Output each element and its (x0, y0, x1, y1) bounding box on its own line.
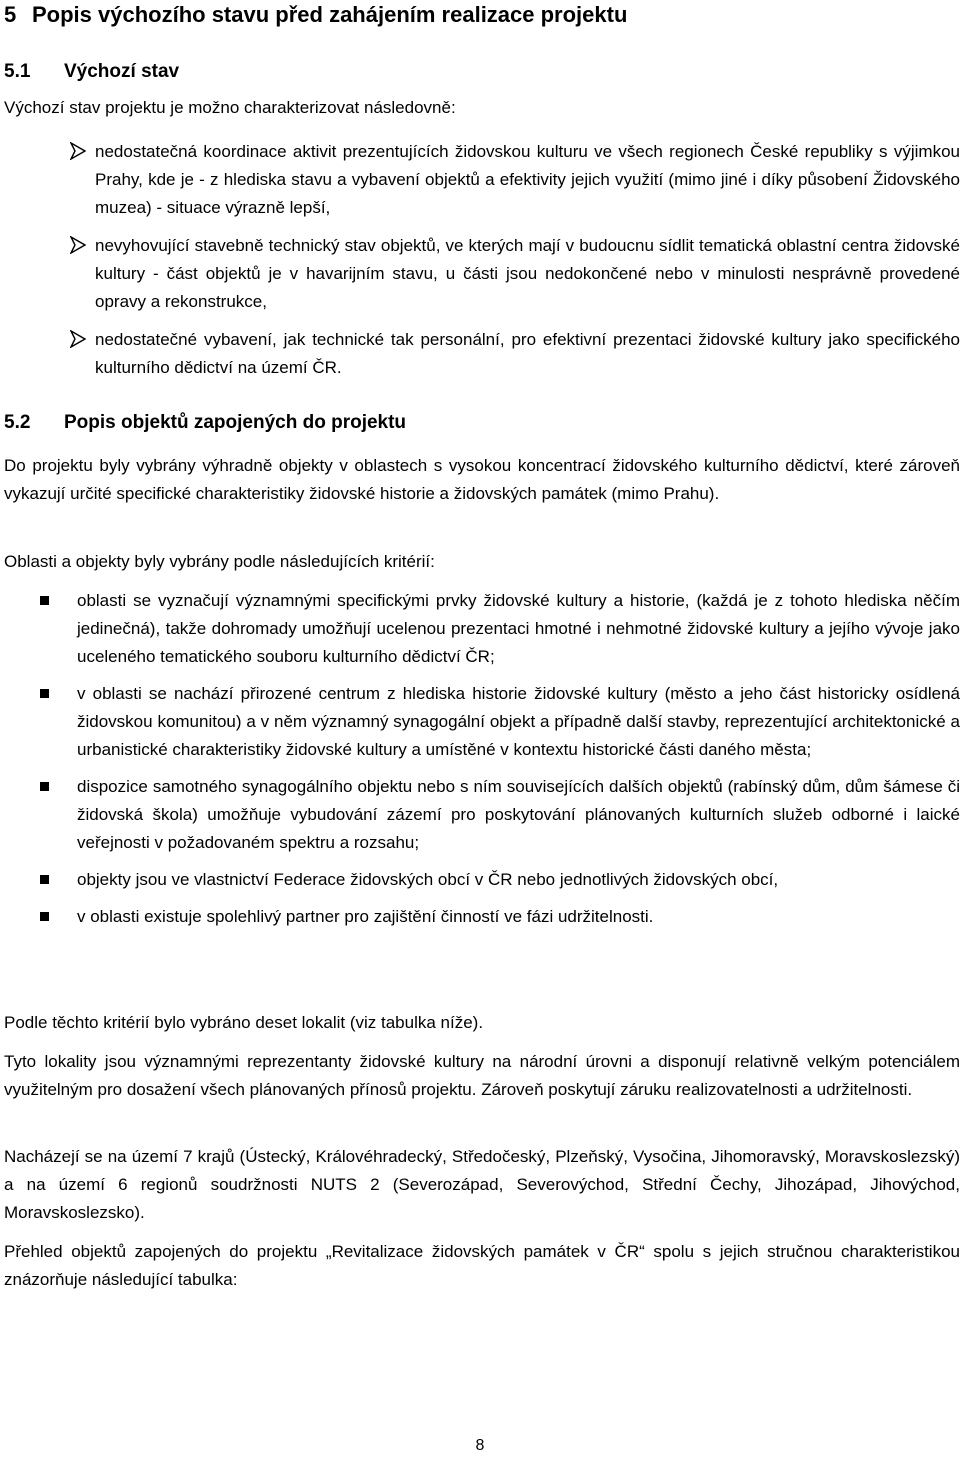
arrowhead-bullet-icon (70, 236, 86, 254)
square-bullet-icon (40, 782, 49, 791)
chapter-title: Popis výchozího stavu před zahájením realizace projektu (32, 2, 628, 27)
list-item (77, 866, 960, 894)
list-item (77, 903, 960, 931)
list-item (77, 773, 960, 857)
criteria-intro: Oblasti a objekty byly vybrány podle následujících kritérií: (4, 552, 435, 571)
criteria-list (77, 587, 960, 931)
list-item-text: dispozice samotného synagogálního objektu nebo s ním souvisejících dalších objektů (rabínský dům, dům šámese či židovská škola) umožňuje vybudování zázemí pro poskytování plánovaných kulturních služeb odborné i laické veřejnosti v požadovaném spektru a rozsahu; (77, 777, 960, 852)
list-item (77, 587, 960, 671)
square-bullet-icon (40, 689, 49, 698)
paragraph: Podle těchto kritérií bylo vybráno deset lokalit (viz tabulka níže). (4, 1013, 484, 1032)
section-heading-5-2 (4, 410, 406, 436)
list-item-text: objekty jsou ve vlastnictví Federace židovských obcí v ČR nebo jednotlivých židovských obcí, (77, 870, 779, 889)
square-bullet-icon (40, 596, 49, 605)
paragraph: Do projektu byly vybrány výhradně objekty v oblastech s vysokou koncentrací židovského kulturního dědictví, které zároveň vykazují určité specifické charakteristiky židovské historie a židovských památek (mimo Prahu). (4, 456, 960, 503)
list-item-text: nevyhovující stavebně technický stav objektů, ve kterých mají v budoucnu sídlit tematická oblastní centra židovské kultury - část objektů je v havarijním stavu, u části jsou nedokončené nebo v minulosti nesprávně provedené opravy a rekonstrukce, (95, 236, 960, 311)
list-item-text: nedostatečné vybavení, jak technické tak personální, pro efektivní prezentaci židovské kultury jako specifického kulturního dědictví na území ČR. (95, 330, 960, 377)
list-item-text: v oblasti existuje spolehlivý partner pro zajištění činností ve fázi udržitelnosti. (77, 907, 654, 926)
section-title: Výchozí stav (64, 61, 180, 82)
arrowhead-bullet-icon (70, 142, 86, 160)
chapter-heading (4, 0, 627, 30)
paragraph: Nacházejí se na území 7 krajů (Ústecký, Královéhradecký, Středočeský, Plzeňský, Vysočina, Jihomoravský, Moravskoslezský) a na území 6 regionů soudržnosti NUTS 2 (Severozápad, Severovýchod, Střední Čechy, Jihozápad, Jihovýchod, Moravskoslezsko). (4, 1147, 960, 1222)
chapter-number: 5 (4, 2, 17, 27)
list-item-text: v oblasti se nachází přirozené centrum z hlediska historie židovské kultury (město a jeho část historicky osídlená židovskou komunitou) a v něm významný synagogální objekt a případně další stavby, reprezentující architektonické a urbanistické charakteristiky židovské kultury a umístěné v kontextu historické části daného města; (77, 684, 960, 759)
section-number: 5.1 (4, 61, 31, 82)
list-item-text: nedostatečná koordinace aktivit prezentujících židovskou kulturu ve všech regionech České republiky s výjimkou Prahy, kde je - z hlediska stavu a vybavení objektů a efektivity jejich využití (mimo jiné i díky působení Židovského muzea) - situace výrazně lepší, (95, 142, 960, 217)
square-bullet-icon (40, 912, 49, 921)
section-number: 5.2 (4, 412, 31, 433)
section-heading-5-1 (4, 59, 179, 85)
arrowhead-bullet-icon (70, 330, 86, 348)
paragraph: Přehled objektů zapojených do projektu „Revitalizace židovských památek v ČR“ spolu s jejich stručnou charakteristikou znázorňuje následující tabulka: (4, 1242, 960, 1289)
list-item-text: oblasti se vyznačují významnými specifickými prvky židovské kultury a historie, (každá je z tohoto hlediska něčím jedinečná), takže dohromady umožňují ucelenou prezentaci hmotné i nehmotné židovské kultury a jejího vývoje jako uceleného tematického souboru kulturního dědictví ČR; (77, 591, 960, 666)
list-item (95, 232, 960, 316)
section-intro: Výchozí stav projektu je možno charakterizovat následovně: (4, 98, 456, 117)
section-title: Popis objektů zapojených do projektu (64, 412, 407, 433)
list-item (77, 680, 960, 764)
list-item (95, 138, 960, 222)
list-item (95, 326, 960, 382)
page-number: 8 (475, 1437, 485, 1454)
current-state-list (95, 138, 960, 382)
paragraph: Tyto lokality jsou významnými reprezentanty židovské kultury na národní úrovni a disponují relativně velkým potenciálem využitelným pro dosažení všech plánovaných přínosů projektu. Zároveň poskytují záruku realizovatelnosti a udržitelnosti. (4, 1052, 960, 1099)
square-bullet-icon (40, 875, 49, 884)
